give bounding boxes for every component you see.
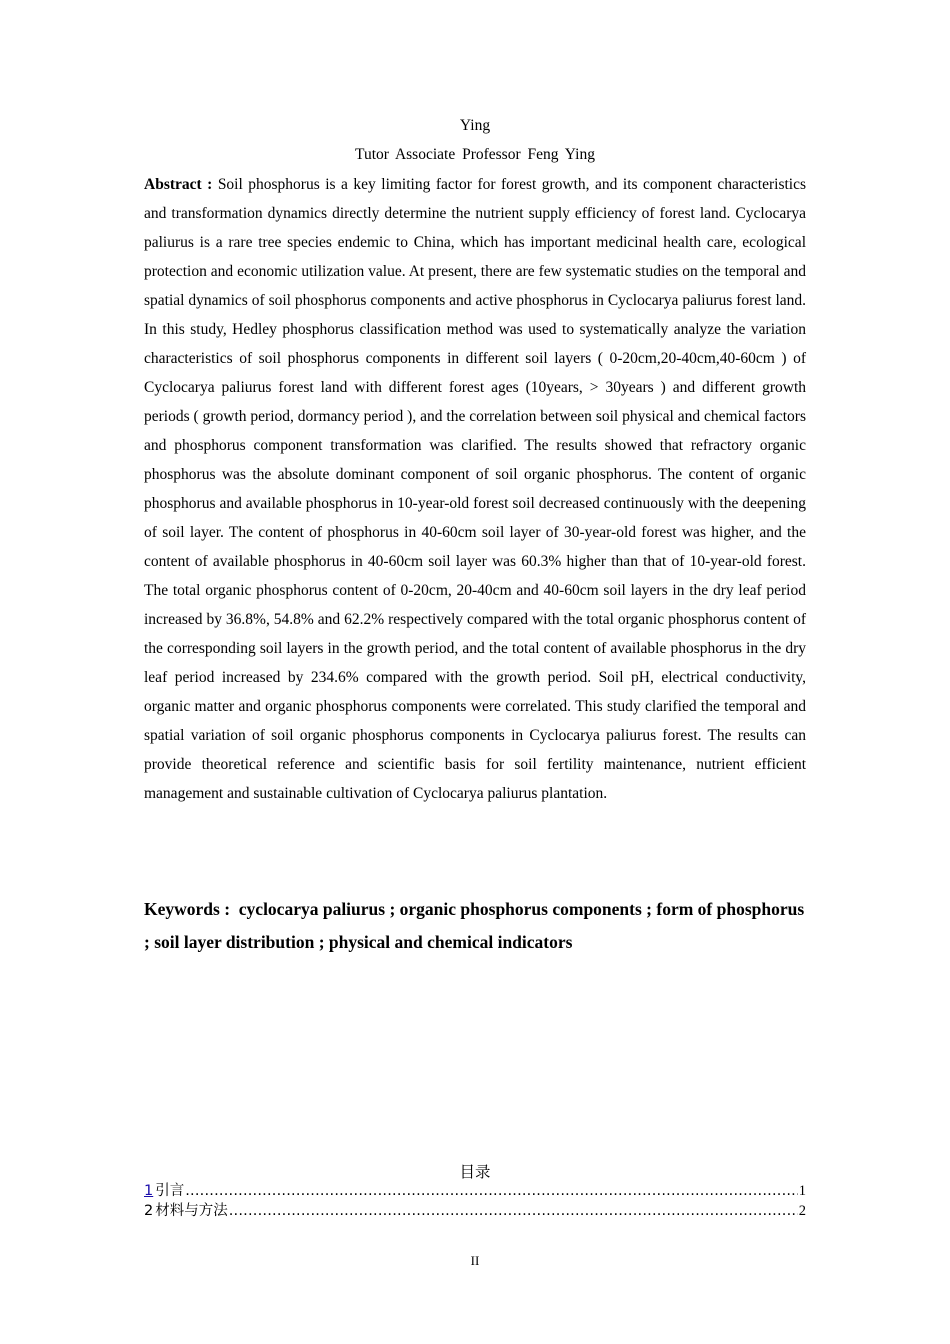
- abstract-text: Soil phosphorus is a key limiting factor for forest growth, and its component characteristics and transformation dynamics directly determine the nutrient supply efficiency of forest land. Cyclocarya paliurus is a rare tree species endemic to China, which has important medicinal health care, ecological protection and economic utilization value. At present, there are few systematic studies on the temporal and spatial dynamics of soil phosphorus components and active phosphorus in Cyclocarya paliurus forest land. In this study, Hedley phosphorus classification method was used to systematically analyze the variation characteristics of soil phosphorus components in different soil layers ( 0-20cm,20-40cm,40-60cm ) of Cyclocarya paliurus forest land with different forest ages (10years, > 30years ) and different growth periods ( growth period, dormancy period ), and the correlation between soil physical and chemical factors and phosphorus component transformation was clarified. The results showed that refractory organic phosphorus was the absolute dominant component of soil organic phosphorus. The content of organic phosphorus and available phosphorus in 10-year-old forest soil decreased continuously with the deepening of soil layer. The content of phosphorus in 40-60cm soil layer of 30-year-old forest was higher, and the content of available phosphorus in 40-60cm soil layer was 60.3% higher than that of 10-year-old forest. The total organic phosphorus content of 0-20cm, 20-40cm and 40-60cm soil layers in the dry leaf period increased by 36.8%, 54.8% and 62.2% respectively compared with the total organic phosphorus content of the corresponding soil layers in the growth period, and the total content of available phosphorus in the dry leaf period increased by 234.6% compared with the growth period. Soil pH, electrical conductivity, organic matter and organic phosphorus components were correlated. This study clarified the temporal and spatial variation of soil organic phosphorus components in Cyclocarya paliurus forest. The results can provide theoretical reference and scientific basis for soil fertility maintenance, nutrient efficient management and sustainable cultivation of Cyclocarya paliurus plantation.: [144, 176, 807, 802]
- toc-entry-number: 2: [144, 1203, 154, 1219]
- keywords-label: Keywords :: [144, 899, 231, 919]
- tutor-line: Tutor Associate Professor Feng Ying: [355, 146, 595, 163]
- abstract-label: Abstract :: [144, 176, 213, 193]
- toc-dot-leader: [229, 1201, 798, 1221]
- toc-title: 目录: [459, 1163, 491, 1181]
- toc-entry[interactable]: [144, 1181, 806, 1201]
- page-number: II: [470, 1253, 480, 1268]
- keywords-text: cyclocarya paliurus ; organic phosphorus components ; form of phosphorus ; soil layer distribution ; physical and chemical indicators: [144, 899, 805, 952]
- toc-entry[interactable]: [144, 1201, 806, 1221]
- toc-entry-title: 引言: [155, 1183, 185, 1199]
- author-name: Ying: [459, 117, 491, 134]
- abstract-paragraph: [144, 170, 806, 808]
- keywords-paragraph: [144, 893, 806, 959]
- toc-entry-page: 2: [798, 1203, 806, 1219]
- toc-entry-number-link[interactable]: 1: [144, 1183, 154, 1199]
- toc-entry-page: 1: [798, 1183, 806, 1199]
- toc-dot-leader: [185, 1181, 798, 1201]
- toc-entry-title: 材料与方法: [155, 1203, 228, 1219]
